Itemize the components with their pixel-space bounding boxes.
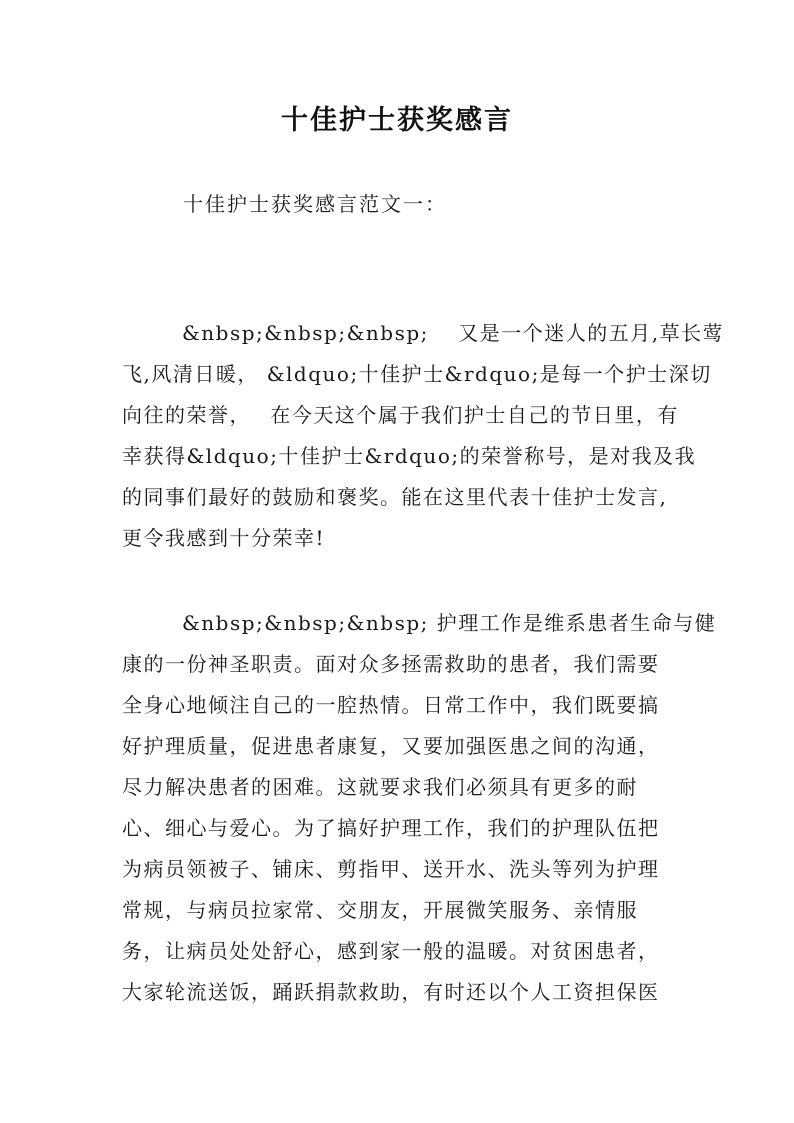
paragraph-line: 更令我感到十分荣幸! bbox=[122, 526, 326, 550]
paragraph-line: 全身心地倾注自己的一腔热情。日常工作中，我们既要搞 bbox=[122, 693, 660, 717]
paragraph-line: 大家轮流送饭，踊跃捐款救助，有时还以个人工资担保医 bbox=[122, 980, 660, 1004]
paragraph-line: 飞,风清日暖， &ldquo;十佳护士&rdquo;是每一个护士深切 bbox=[122, 362, 712, 386]
paragraph-line: 心、细心与爱心。为了搞好护理工作，我们的护理队伍把 bbox=[122, 816, 660, 840]
paragraph-line: 常规，与病员拉家常、交朋友，开展微笑服务、亲情服 bbox=[122, 898, 638, 922]
paragraph-line: 康的一份神圣职责。面对众多拯需救助的患者，我们需要 bbox=[122, 652, 660, 676]
paragraph-line: &nbsp;&nbsp;&nbsp; 又是一个迷人的五月,草长莺 bbox=[182, 321, 725, 345]
paragraph-2 bbox=[122, 603, 717, 1013]
paragraph-line: &nbsp;&nbsp;&nbsp; 护理工作是维系患者生命与健 bbox=[182, 611, 717, 635]
subtitle: 十佳护士获奖感言范文一： bbox=[183, 192, 447, 216]
paragraph-1 bbox=[122, 313, 725, 559]
page-title: 十佳护士获奖感言 bbox=[281, 105, 513, 136]
paragraph-line: 好护理质量，促进患者康复，又要加强医患之间的沟通， bbox=[122, 734, 660, 758]
paragraph-line: 尽力解决患者的困难。这就要求我们必须具有更多的耐 bbox=[122, 775, 638, 799]
paragraph-line: 的同事们最好的鼓励和褒奖。能在这里代表十佳护士发言, bbox=[122, 485, 668, 509]
paragraph-line: 为病员领被子、铺床、剪指甲、送开水、洗头等列为护理 bbox=[122, 857, 660, 881]
paragraph-line: 幸获得&ldquo;十佳护士&rdquo;的荣誉称号，是对我及我 bbox=[122, 444, 697, 468]
paragraph-line: 务，让病员处处舒心，感到家一般的温暖。对贫困患者， bbox=[122, 939, 660, 963]
paragraph-line: 向往的荣誉， 在今天这个属于我们护士自己的节日里，有 bbox=[122, 403, 679, 427]
